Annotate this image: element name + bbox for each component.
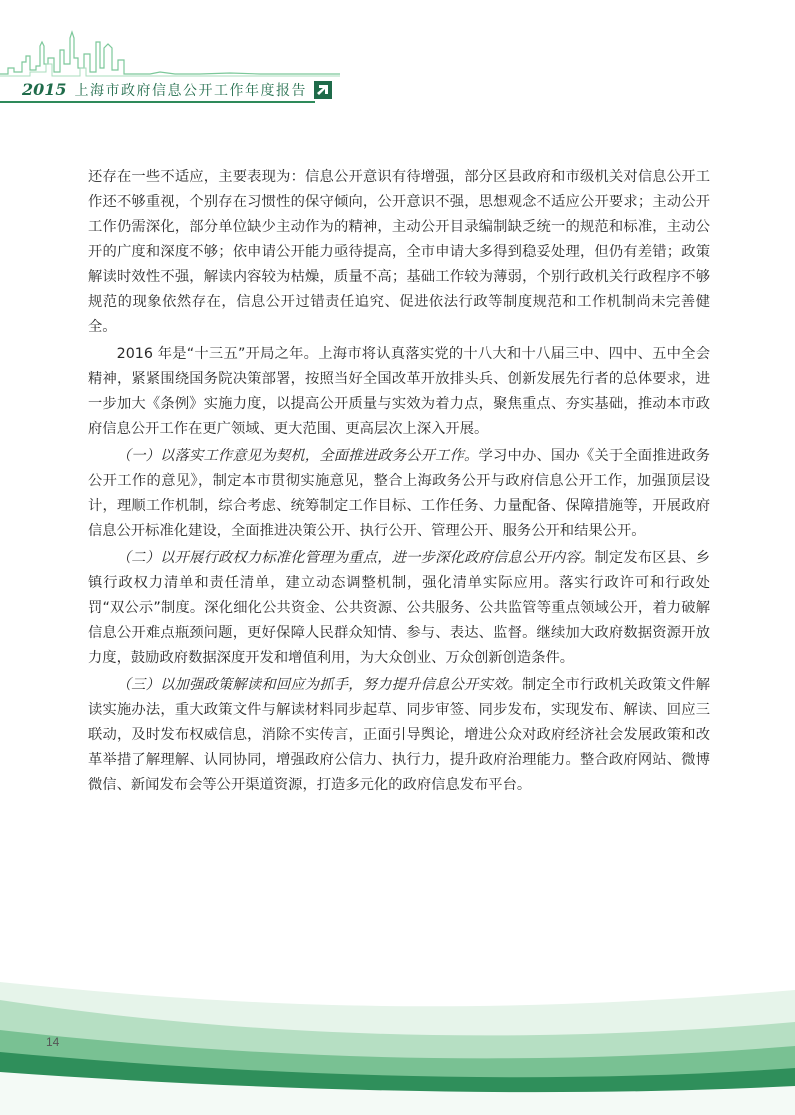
city-skyline-graphic xyxy=(0,28,340,78)
page-header xyxy=(0,0,795,110)
report-title xyxy=(22,80,307,100)
paragraph-text: 制定全市行政机关政策文件解读实施办法，重大政策文件与解读材料同步起草、同步审签、同步发布，实现发布、解读、回应三联动，及时发布权威信息，消除不实传言，正面引导舆论，增进公众对政府经济社会发展政策和改革举措了解理解、认同协同，增强政府公信力、执行力，提升政府治理能力。整合政府网站、微博微信、新闻发布会等公开渠道资源，打造多元化的政府信息发布平台。 xyxy=(88,677,710,793)
paragraph xyxy=(88,444,710,544)
report-title-text: 上海市政府信息公开工作年度报告 xyxy=(74,83,307,99)
paragraph-lead: （二）以开展行政权力标准化管理为重点，进一步深化政府信息公开内容。 xyxy=(116,550,595,566)
paragraph xyxy=(88,342,710,442)
paragraph-text: 还存在一些不适应，主要表现为：信息公开意识有待增强，部分区县政府和市级机关对信息公开工作还不够重视，个别存在习惯性的保守倾向，公开意识不强，思想观念不适应公开要求；主动公开工作仍需深化，部分单位缺少主动作为的精神，主动公开目录编制缺乏统一的规范和标准，主动公开的广度和深度不够；依申请公开能力亟待提高，全市申请大多得到稳妥处理，但仍有差错；政策解读时效性不强，解读内容较为枯燥，质量不高；基础工作较为薄弱，个别行政机关行政程序不够规范的现象依然存在，信息公开过错责任追究、促进依法行政等制度规范和工作机制尚未完善健全。 xyxy=(88,169,710,335)
paragraph xyxy=(88,546,710,671)
header-rule xyxy=(0,101,315,103)
report-logo-icon xyxy=(314,81,332,99)
report-body xyxy=(88,165,710,798)
paragraph-text: 制定发布区县、乡镇行政权力清单和责任清单，建立动态调整机制，强化清单实际应用。落实行政许可和行政处罚“双公示”制度。深化细化公共资金、公共资源、公共服务、公共监管等重点领域公开，着力破解信息公开难点瓶颈问题，更好保障人民群众知情、参与、表达、监督。继续加大政府数据资源开放力度，鼓励政府数据深度开发和增值利用，为大众创业、万众创新创造条件。 xyxy=(88,550,710,666)
paragraph-text: 2016 年是“十三五”开局之年。上海市将认真落实党的十八大和十八届三中、四中、五中全会精神，紧紧围绕国务院决策部署，按照当好全国改革开放排头兵、创新发展先行者的总体要求，进一步加大《条例》实施力度，以提高公开质量与实效为着力点，聚焦重点、夯实基础，推动本市政府信息公开工作在更广领域、更大范围、更高层次上深入开展。 xyxy=(88,346,710,437)
paragraph xyxy=(88,165,710,340)
paragraph-lead: （一）以落实工作意见为契机，全面推进政务公开工作。 xyxy=(116,448,479,464)
paragraph-lead: （三）以加强政策解读和回应为抓手，努力提升信息公开实效。 xyxy=(116,677,522,693)
report-year: 2015 xyxy=(22,80,67,99)
footer-wave-graphic xyxy=(0,960,795,1115)
paragraph xyxy=(88,673,710,798)
page-number: 14 xyxy=(46,1035,60,1049)
paragraph-text: 学习中办、国办《关于全面推进政务公开工作的意见》，制定本市贯彻实施意见，整合上海政务公开与政府信息公开工作，加强顶层设计，理顺工作机制，综合考虑、统筹制定工作目标、工作任务、力量配备、保障措施等，开展政府信息公开标准化建设，全面推进决策公开、执行公开、管理公开、服务公开和结果公开。 xyxy=(88,448,711,539)
